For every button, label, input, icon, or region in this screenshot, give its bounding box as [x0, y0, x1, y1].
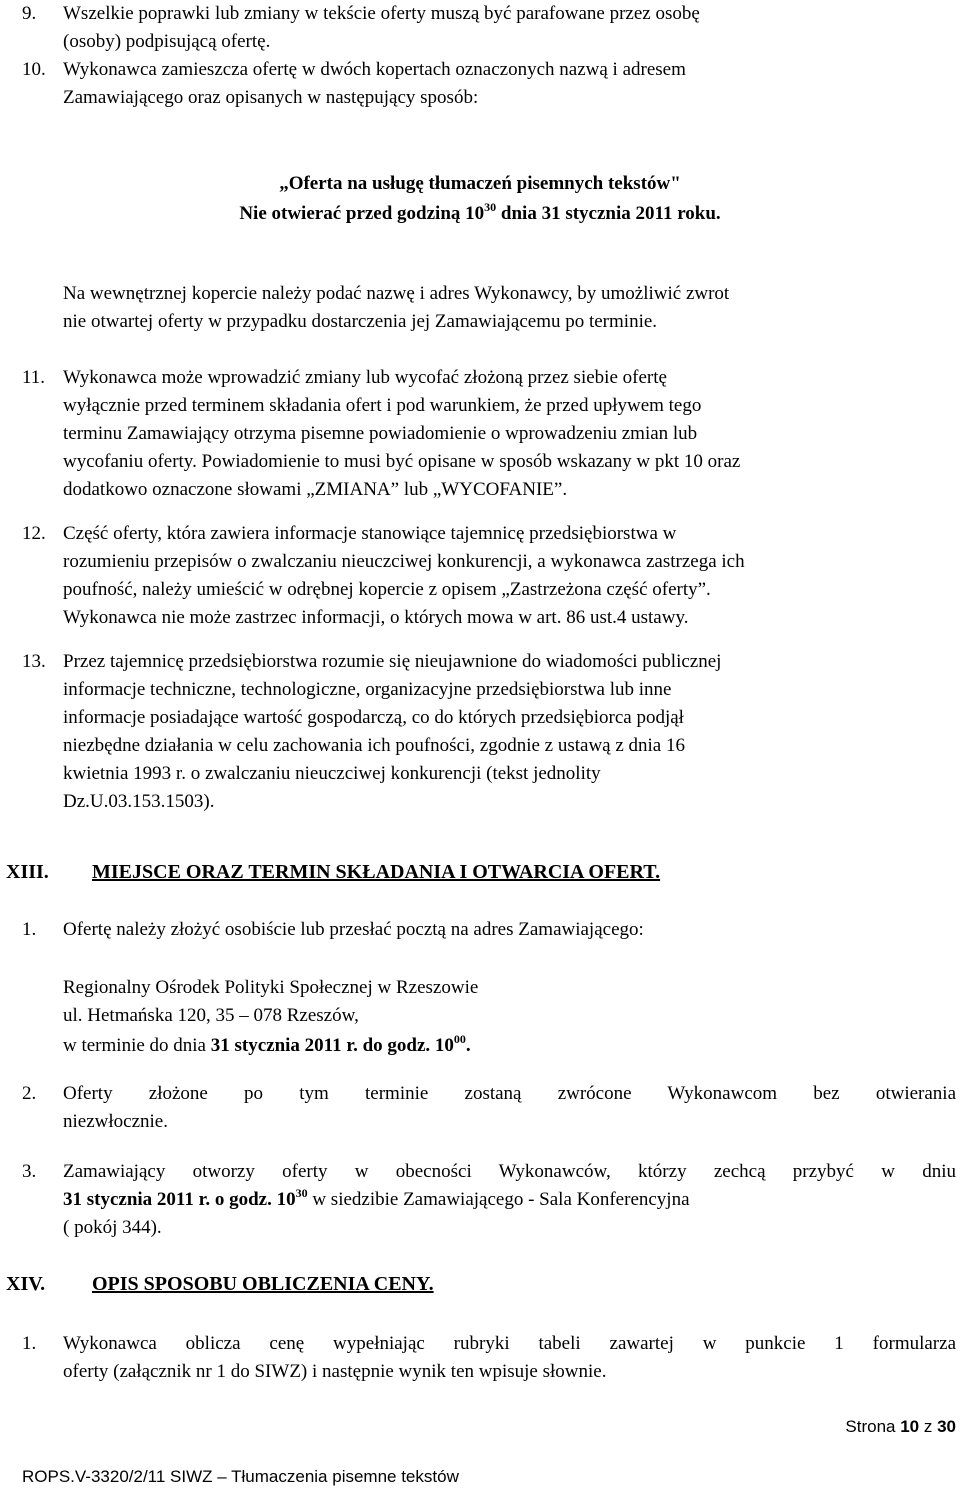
section-number: XIV.	[6, 1273, 46, 1295]
section-heading: OPIS SPOSOBU OBLICZENIA CENY.	[92, 1273, 434, 1295]
paragraph-line: Zamawiającego oraz opisanych w następujący sposób:	[63, 87, 479, 108]
address-line: Regionalny Ośrodek Polityki Społecznej w Rzeszowie	[63, 977, 479, 998]
paragraph-line: Wykonawca zamieszcza ofertę w dwóch kopertach oznaczonych nazwą i adresem	[63, 59, 686, 80]
section-heading: MIEJSCE ORAZ TERMIN SKŁADANIA I OTWARCIA OFERT.	[92, 861, 661, 883]
paragraph-line: dodatkowo oznaczone słowami „ZMIANA” lub „WYCOFANIE”.	[63, 479, 568, 500]
opening-date-line: 31 stycznia 2011 r. o godz. $10^{30}$ w siedzibie Zamawiającego - Sala Konferencyjna	[63, 1186, 690, 1210]
paragraph-line: Przez tajemnicę przedsiębiorstwa rozumie się nieujawnione do wiadomości publicznej	[63, 651, 722, 672]
paragraph-line: oferty (załącznik nr 1 do SIWZ) i następnie wynik ten wpisuje słownie.	[63, 1361, 607, 1382]
paragraph-line: niezwłocznie.	[63, 1111, 168, 1132]
paragraph-line: kwietnia 1993 r. o zwalczaniu nieuczciwej konkurencji (tekst jednolity	[63, 763, 601, 784]
paragraph-line: nie otwartej oferty w przypadku dostarczenia jej Zamawiającemu po terminie.	[63, 311, 658, 332]
paragraph-line: informacje techniczne, technologiczne, organizacyjne przedsiębiorstwa lub inne	[63, 679, 672, 700]
section-number: XIII.	[6, 861, 49, 883]
paragraph-line: Dz.U.03.153.1503).	[63, 791, 215, 812]
paragraph-line: Na wewnętrznej kopercie należy podać nazwę i adres Wykonawcy, by umożliwić zwrot	[63, 283, 730, 304]
item-number: 12.	[22, 523, 46, 544]
item-number: 3.	[22, 1161, 37, 1182]
paragraph-line: Wykonawca może wprowadzić zmiany lub wycofać złożoną przez siebie ofertę	[63, 367, 667, 388]
paragraph-line: wycofaniu oferty. Powiadomienie to musi być opisane w sposób wskazany w pkt 10 oraz	[63, 451, 741, 472]
item-number: 2.	[22, 1083, 37, 1104]
paragraph-line: (osoby) podpisującą ofertę.	[63, 31, 271, 52]
address-line: ul. Hetmańska 120, 35 – 078 Rzeszów,	[63, 1005, 359, 1026]
deadline-line: w terminie do dnia 31 stycznia 2011 r. do godz. $10^{00}$.	[63, 1032, 471, 1056]
envelope-title: „Oferta na usługę tłumaczeń pisemnych tekstów"	[279, 173, 681, 194]
paragraph-line: Wykonawca oblicza cenę wypełniając rubryki tabeli zawartej w punkcie 1 formularza	[63, 1333, 956, 1354]
item-number: 11.	[22, 367, 46, 388]
item-number: 13.	[22, 651, 46, 672]
item-number: 9.	[22, 3, 37, 24]
item-number: 1.	[22, 1333, 37, 1354]
paragraph-line: ( pokój 344).	[63, 1217, 162, 1238]
paragraph-line: wyłącznie przed terminem składania ofert i pod warunkiem, że przed upływem tego	[63, 395, 702, 416]
paragraph-line: Część oferty, która zawiera informacje stanowiące tajemnicę przedsiębiorstwa w	[63, 523, 677, 544]
paragraph-line: informacje posiadające wartość gospodarczą, co do których przedsiębiorca podjął	[63, 707, 684, 728]
item-number: 1.	[22, 919, 37, 940]
envelope-instruction: Nie otwierać przed godziną $10^{30}$ dnia 31 stycznia 2011 roku.	[239, 200, 721, 224]
paragraph-line: Zamawiający otworzy oferty w obecności Wykonawców, którzy zechcą przybyć w dniu	[63, 1161, 956, 1182]
paragraph-line: Wykonawca nie może zastrzec informacji, o których mowa w art. 86 ust.4 ustawy.	[63, 607, 689, 628]
paragraph-line: poufność, należy umieścić w odrębnej kopercie z opisem „Zastrzeżona część oferty”.	[63, 579, 711, 600]
page-number: Strona 10 z 30	[845, 1417, 956, 1436]
paragraph-line: Oferty złożone po tym terminie zostaną zwrócone Wykonawcom bez otwierania	[63, 1083, 956, 1104]
paragraph-line: rozumieniu przepisów o zwalczaniu nieuczciwej konkurencji, a wykonawca zastrzega ich	[63, 551, 745, 572]
item-number: 10.	[22, 59, 46, 80]
paragraph-line: terminu Zamawiający otrzyma pisemne powiadomienie o wprowadzeniu zmian lub	[63, 423, 698, 444]
paragraph-line: Ofertę należy złożyć osobiście lub przesłać pocztą na adres Zamawiającego:	[63, 919, 644, 940]
document-id: ROPS.V-3320/2/11 SIWZ – Tłumaczenia pisemne tekstów	[22, 1467, 459, 1486]
paragraph-line: niezbędne działania w celu zachowania ich poufności, zgodnie z ustawą z dnia 16	[63, 735, 685, 756]
paragraph-line: Wszelkie poprawki lub zmiany w tekście oferty muszą być parafowane przez osobę	[63, 3, 700, 24]
